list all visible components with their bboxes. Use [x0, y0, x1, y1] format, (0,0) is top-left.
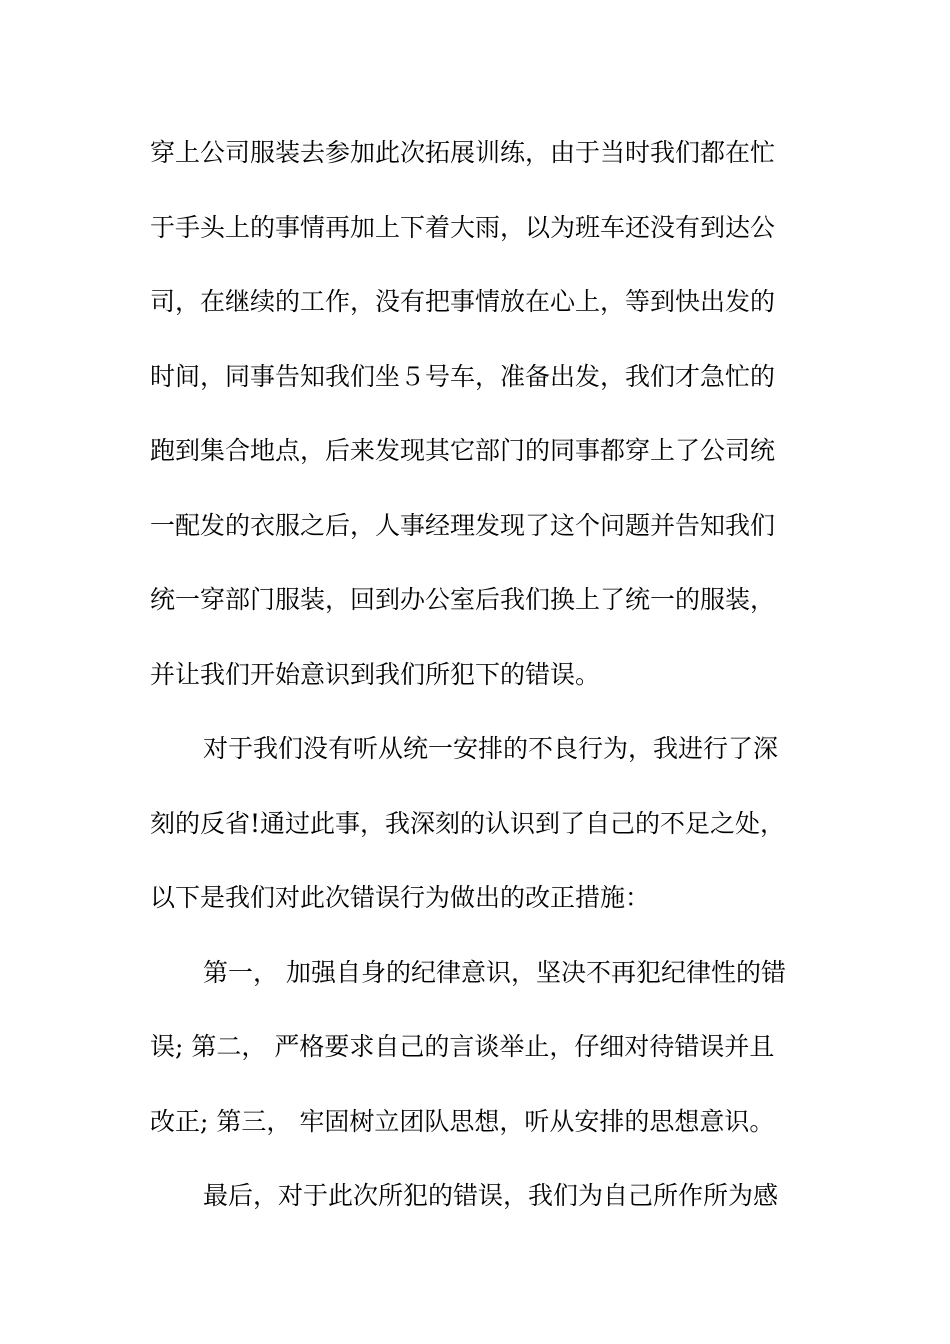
text-line: 改正; 第三， 牢固树立团队思想，听从安排的思想意识。	[150, 1107, 775, 1136]
text-line: 刻的反省!通过此事，我深刻的认识到了自己的不足之处，	[150, 809, 786, 838]
paragraph-first-line: 对于我们没有听从统一安排的不良行为，我进行了深	[203, 734, 779, 763]
text-line: 司，在继续的工作，没有把事情放在心上，等到快出发的	[150, 287, 776, 316]
text-line: 时间，同事告知我们坐５号车，准备出发，我们才急忙的	[150, 362, 776, 391]
text-line: 统一穿部门服装，回到办公室后我们换上了统一的服装，	[150, 585, 776, 614]
text-line: 于手头上的事情再加上下着大雨，以为班车还没有到达公	[150, 213, 776, 242]
text-line: 一配发的衣服之后，人事经理发现了这个问题并告知我们	[150, 511, 776, 540]
text-line: 跑到集合地点，后来发现其它部门的同事都穿上了公司统	[150, 436, 776, 465]
text-line: 以下是我们对此次错误行为做出的改正措施：	[150, 883, 651, 912]
paragraph-first-line: 第一， 加强自身的纪律意识，坚决不再犯纪律性的错	[203, 958, 786, 987]
paragraph-first-line: 最后，对于此次所犯的错误，我们为自己所作所为感	[203, 1181, 779, 1210]
text-line: 并让我们开始意识到我们所犯下的错误。	[150, 660, 601, 689]
text-line: 穿上公司服装去参加此次拓展训练，由于当时我们都在忙	[150, 138, 776, 167]
text-line: 误; 第二， 严格要求自己的言谈举止，仔细对待错误并且	[150, 1032, 775, 1061]
